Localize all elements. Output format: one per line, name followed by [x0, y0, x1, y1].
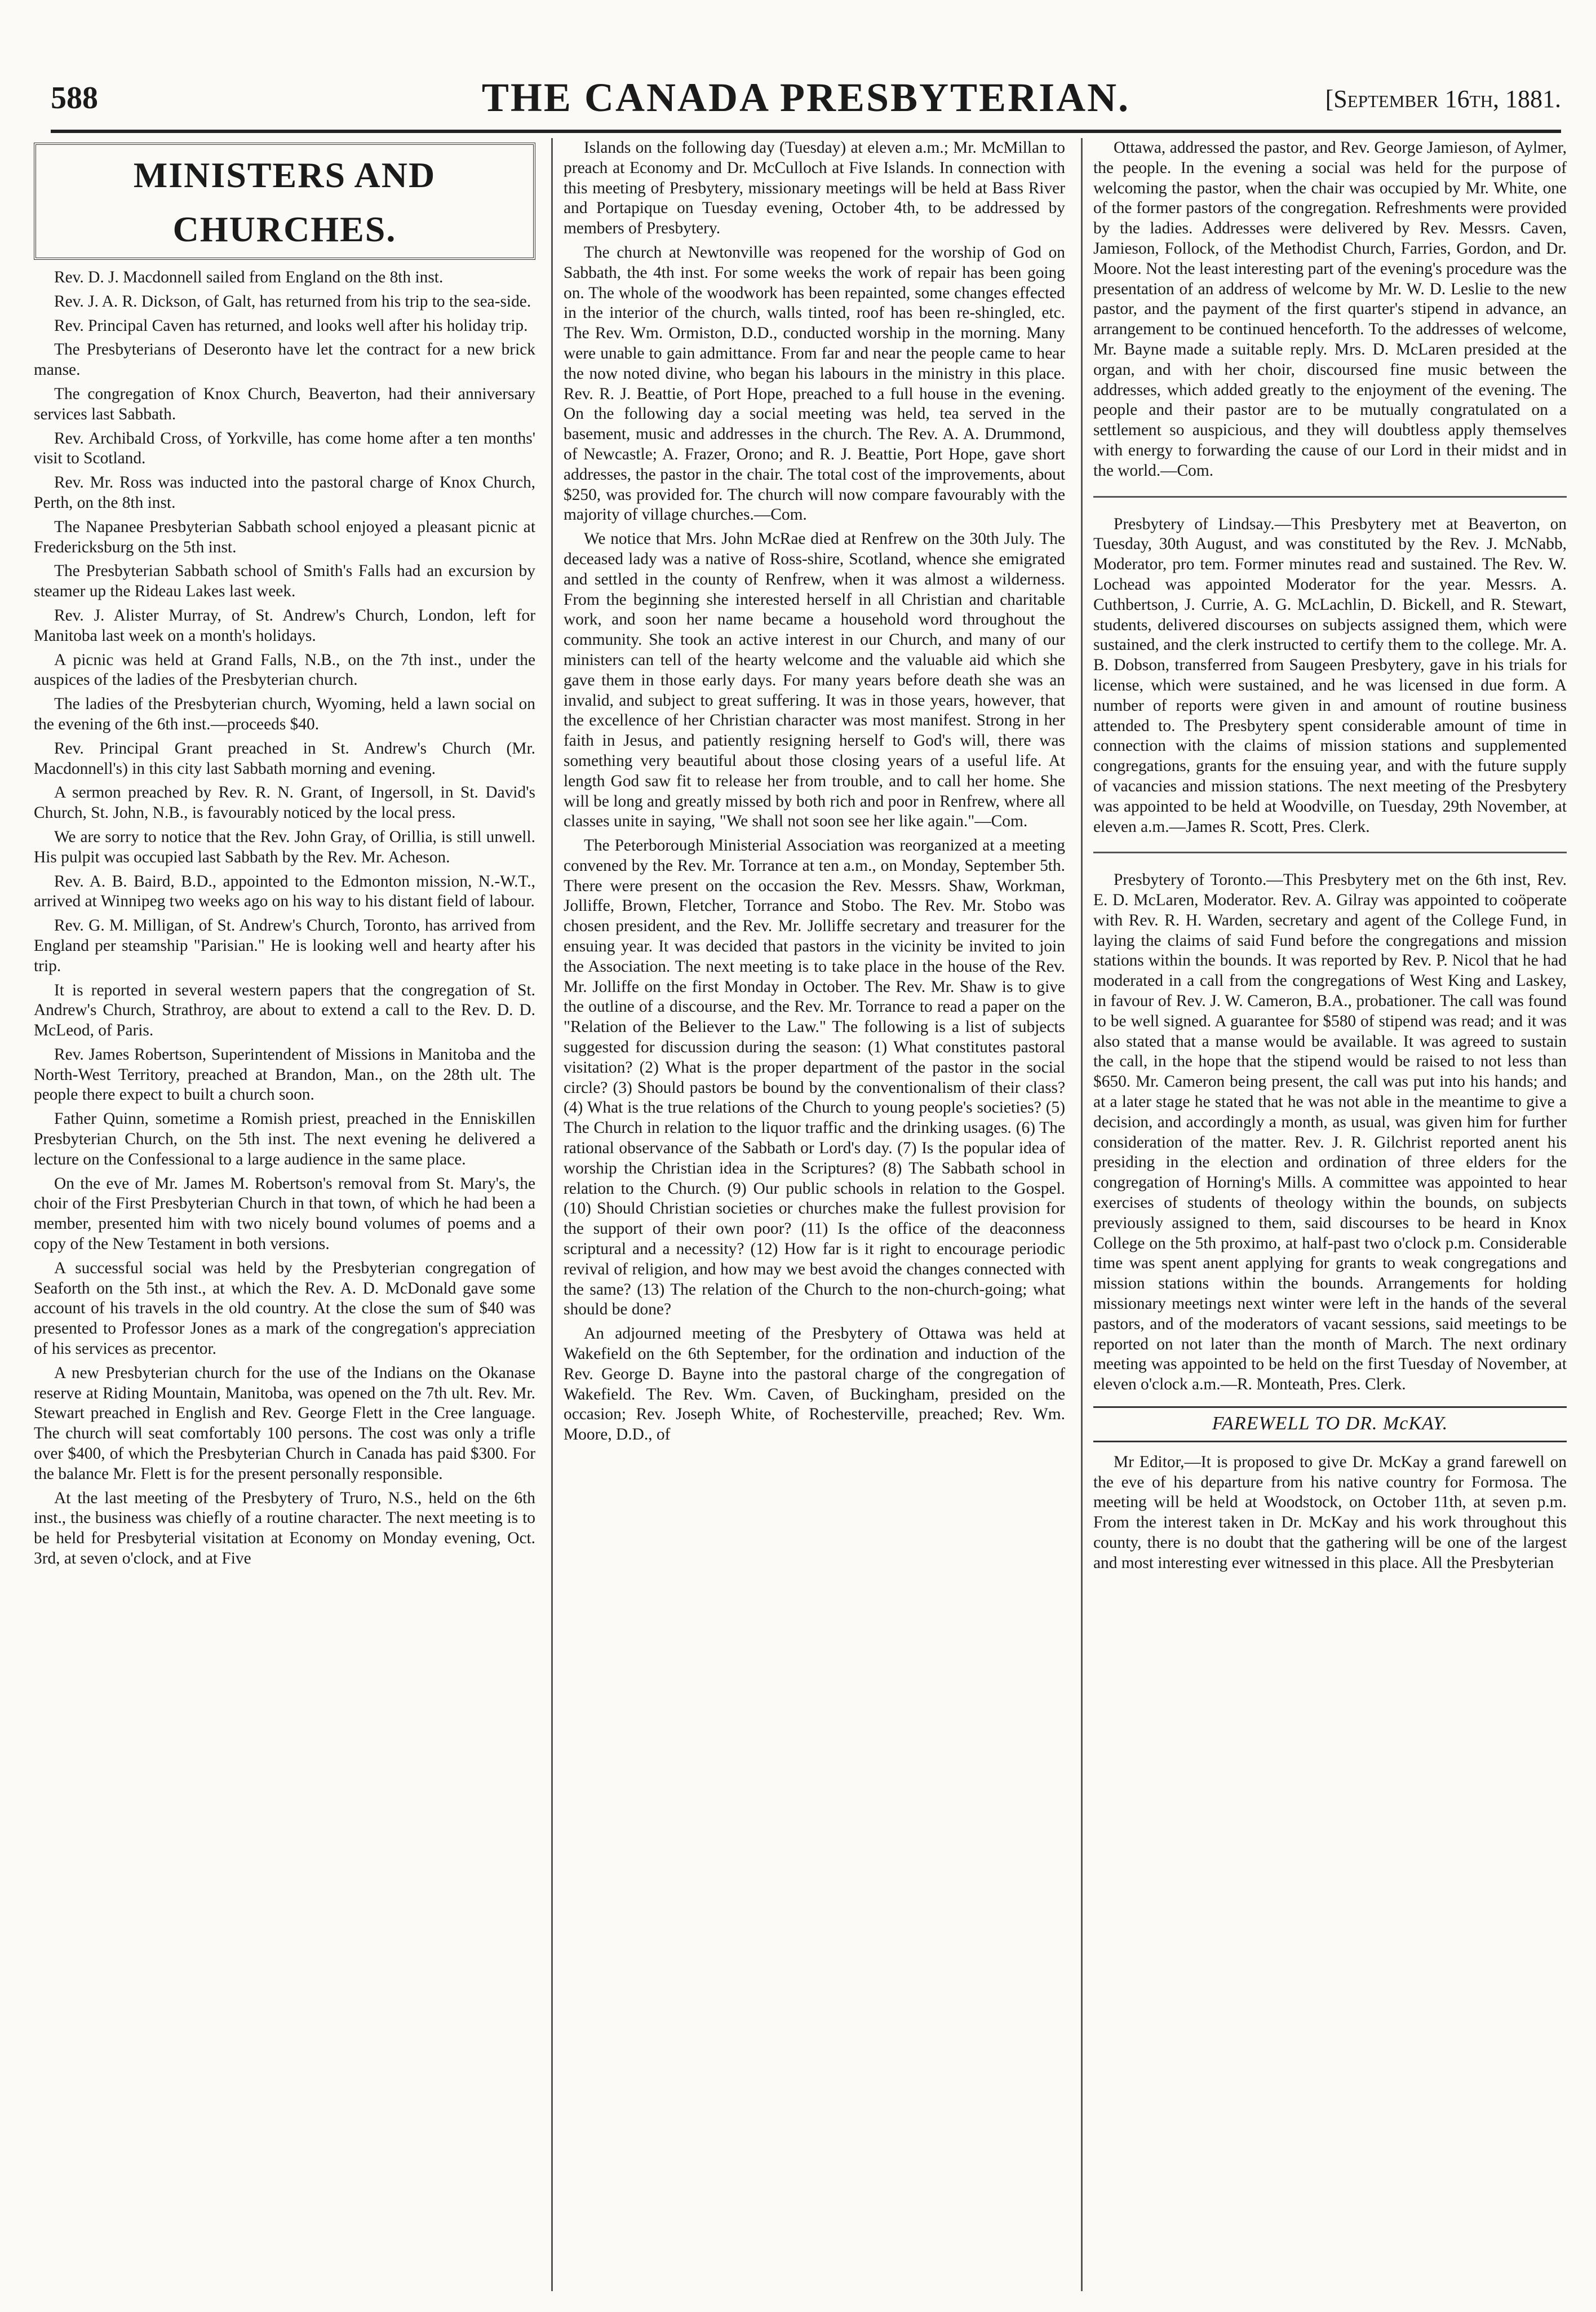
- paragraph: Rev. Mr. Ross was inducted into the pastoral charge of Knox Church, Perth, on the 8th inst.: [34, 473, 535, 512]
- paragraph: We are sorry to notice that the Rev. John Gray, of Orillia, is still unwell. His pulpit was occupied last Sabbath by the Rev. Mr. Acheson.: [34, 827, 535, 866]
- column-3-article-toronto: [1093, 870, 1567, 1395]
- paragraph: The Presbyterian Sabbath school of Smith's Falls had an excursion by steamer up the Rideau Lakes last week.: [34, 562, 535, 601]
- paragraph: The congregation of Knox Church, Beaverton, had their anniversary services last Sabbath.: [34, 384, 535, 423]
- paragraph: A sermon preached by Rev. R. N. Grant, of Ingersoll, in St. David's Church, St. John, N.B., is favourably noticed by the local press.: [34, 783, 535, 822]
- paragraph: Rev. Archibald Cross, of Yorkville, has come home after a ten months' visit to Scotland.: [34, 429, 535, 468]
- paragraph: Presbytery of Toronto.—This Presbytery met on the 6th inst, Rev. E. D. McLaren, Moderator. Rev. A. Gilray was appointed to coöperate with Rev. R. H. Warden, secretary and agent of the College Fund, in laying the claims of said Fund before the congregations and mission stations within the bounds. It was reported by Rev. P. Nicol that he had moderated in a call from the congregations of West King and Laskey, in favour of Rev. J. W. Cameron, B.A., probationer. The call was found to be well signed. A guarantee for $580 of stipend was read; and it was also stated that a manse would be available. It was agreed to sustain the call, in the hope that the stipend would be raised to not less than $650. Mr. Cameron being present, the call was put into his hands; and at a later stage he stated that he was not able in the meantime to give a decision, and accordingly a month, as usual, was given him for further consideration of the matter. Rev. J. R. Gilchrist reported anent his presiding in the election and ordination of three elders for the congregation of Horning's Mills. A committee was appointed to hear exercises of students of theology within the bounds, on subjects previously assigned to them, said discourses to be heard in Knox College on the 5th proximo, at half-past two o'clock p.m. Considerable time was spent anent applying for grants to weak congregations and mission stations within the bounds. Arrangements for holding missionary meetings next winter were left in the hands of the several pastors, and of the moderators of vacant sessions, said meetings to be reported on not later than the month of March. The next ordinary meeting was appointed to be held on the first Tuesday of November, at eleven o'clock a.m.—R. Monteath, Pres. Clerk.: [1093, 871, 1567, 1394]
- farewell-paragraph: Mr Editor,—It is proposed to give Dr. McKay a grand farewell on the eve of his departure from his native country for Formosa. The meeting will be held at Woodstock, on October 11th, at seven p.m. From the interest taken in Dr. McKay and his work throughout this county, there is no doubt that the gathering will be one of the largest and most interesting ever witnessed in this place. All the Presbyterian: [1093, 1452, 1567, 1572]
- paragraph: The Peterborough Ministerial Association was reorganized at a meeting convened by the Rev. Mr. Torrance at ten a.m., on Monday, September 5th. There were present on the occasion the Rev. Messrs. Shaw, Workman, Jolliffe, Brown, Fletcher, Torrance and Stobo. The Rev. Mr. Stobo was chosen president, and the Rev. Mr. Jolliffe secretary and treasurer for the ensuing year. It was decided that pastors in the vicinity be invited to join the Association. The next meeting is to take place in the house of the Rev. Mr. Jolliffe on the first Monday in October. The Rev. Mr. Shaw is to give the outline of a discourse, and the Rev. Mr. Torrance to read a paper on the "Relation of the Believer to the Law." The following is a list of subjects suggested for discussion during the season: (1) What constitutes pastoral visitation? (2) What is the proper department of the pastor in the social circle? (3) Should pastors be bound by the conventionalism of their class? (4) What is the true relations of the Church to young people's societies? (5) The Church in relation to the liquor traffic and the drinking usages. (6) The rational observance of the Sabbath or Lord's day. (7) Is the popular idea of worship the Christian idea in the Scriptures? (8) The Sabbath school in relation to the Church. (9) Our public schools in relation to the Gospel. (10) Should Christian societies or churches make the fullest provision for the support of their own poor? (11) Is the office of the deaconness scriptural and a necessity? (12) How far is it right to encourage periodic revival of religion, and how may we best avoid the changes connected with the same? (13) The relation of the Church to the non-church-going; what should be done?: [564, 836, 1065, 1319]
- farewell-heading: FAREWELL TO DR. McKAY.: [1093, 1406, 1567, 1442]
- issue-date: [September 16th, 1881.: [1325, 85, 1561, 113]
- paragraph: Presbytery of Lindsay.—This Presbytery met at Beaverton, on Tuesday, 30th August, and was constituted by the Rev. J. McNabb, Moderator, pro tem. Former minutes read and sustained. The Rev. W. Lochead was appointed Moderator for the year. Messrs. A. Cuthbertson, J. Currie, A. G. McLachlin, D. Bickell, and R. Stewart, students, delivered discourses on subjects assigned them, which were sustained, and the clerk instructed to certify them to the college. Mr. A. B. Dobson, transferred from Saugeen Presbytery, gave in his trials for license, which were sustained, and he was licensed in due form. A number of reports were given in and amount of routine business attended to. The Presbytery spent considerable amount of time in connection with the claims of mission stations and supplemented congregations, grants for the ensuing year, and with the future supply of vacancies and mission stations. The next meeting of the Presbytery was appointed to be held at Woodville, on Tuesday, 29th November, at eleven a.m.—James R. Scott, Pres. Clerk.: [1093, 515, 1567, 836]
- paragraph: Rev. A. B. Baird, B.D., appointed to the Edmonton mission, N.-W.T., arrived at Winnipeg two weeks ago on his way to his distant field of labour.: [34, 872, 535, 911]
- masthead-title: THE CANADA PRESBYTERIAN.: [481, 75, 1130, 120]
- paragraph: A picnic was held at Grand Falls, N.B., on the 7th inst., under the auspices of the ladies of the Presbyterian church.: [34, 650, 535, 689]
- paragraph: The Napanee Presbyterian Sabbath school enjoyed a pleasant picnic at Fredericksburg on the 5th inst.: [34, 517, 535, 556]
- article-separator: [1093, 852, 1567, 853]
- column-divider: [1081, 138, 1083, 2291]
- column-3-article-lindsay: [1093, 515, 1567, 838]
- paragraph: The church at Newtonville was reopened for the worship of God on Sabbath, the 4th inst. For some weeks the work of repair has been going on. The whole of the woodwork has been repainted, some changes effected in the interior of the church, walls tinted, roof has been re-shingled, etc. The Rev. Wm. Ormiston, D.D., conducted worship in the morning. Many were unable to gain admittance. From far and near the people came to hear the now noted divine, who began his labours in the ministry in this place. Rev. R. J. Beattie, of Port Hope, preached to a full house in the evening. On the following day a social meeting was held, tea served in the basement, music and addresses in the church. The Rev. A. A. Drummond, of Newcastle; A. Frazer, Orono; and R. J. Beattie, Port Hope, gave short addresses, the pastor in the chair. The total cost of the improvements, about $250, was provided for. The church will now compare favourably with the majority of village churches.—Com.: [564, 243, 1065, 524]
- column-1-body: [34, 268, 535, 1569]
- paragraph: A successful social was held by the Presbyterian congregation of Seaforth on the 5th inst., at which the Rev. A. D. McDonald gave some account of his travels in the old country. At the close the sum of $40 was presented to Professor Jones as a mark of the congregation's appreciation of his services as precentor.: [34, 1259, 535, 1358]
- paragraph: Islands on the following day (Tuesday) at eleven a.m.; Mr. McMillan to preach at Economy and Dr. McCulloch at Five Islands. In connection with this meeting of Presbytery, missionary meetings will be held at Bass River and Portapique on Tuesday evening, October 4th, to be addressed by members of Presbytery.: [564, 139, 1065, 238]
- paragraph: Rev. J. A. R. Dickson, of Galt, has returned from his trip to the sea-side.: [54, 292, 531, 311]
- section-title: MINISTERS AND CHURCHES.: [34, 143, 535, 260]
- article-separator: [1093, 496, 1567, 498]
- paragraph: We notice that Mrs. John McRae died at Renfrew on the 30th July. The deceased lady was a native of Ross-shire, Scotland, whence she emigrated and settled in the county of Renfrew, when it was almost a wilderness. From the beginning she interested herself in all Christian and charitable work, and soon her name became a household word throughout the community. She took an active interest in our Church, and many of our ministers can tell of the hearty welcome and the valuable aid which she gave them in those early days. For many years before death she was an invalid, and subject to great suffering. It was in those years, however, that the excellence of her Christian character was most manifest. Strong in her faith in Jesus, and patiently resigning herself to God's will, there was something very beautiful about those closing years of a useful life. At length God saw fit to release her from trouble, and to call her home. She will be long and greatly missed by both rich and poor in Renfrew, where all classes unite in saying, "We shall not soon see her like again."—Com.: [564, 530, 1065, 831]
- header-rule: [51, 130, 1561, 133]
- page-header: [51, 68, 1561, 130]
- paragraph: Father Quinn, sometime a Romish priest, preached in the Enniskillen Presbyterian Church, on the 5th inst. The next evening he delivered a lecture on the Confessional to a large audience in the same place.: [34, 1110, 535, 1168]
- paragraph: Rev. J. Alister Murray, of St. Andrew's Church, London, left for Manitoba last week on a month's holidays.: [34, 606, 535, 645]
- column-1: [34, 138, 535, 2291]
- column-3: [1093, 138, 1567, 2291]
- paragraph: Rev. D. J. Macdonnell sailed from England on the 8th inst.: [54, 268, 444, 286]
- column-2-body: [564, 138, 1065, 1445]
- paragraph: The ladies of the Presbyterian church, Wyoming, held a lawn social on the evening of the 6th inst.—proceeds $40.: [34, 695, 535, 733]
- paragraph: Rev. Principal Caven has returned, and looks well after his holiday trip.: [54, 316, 528, 335]
- paragraph: Ottawa, addressed the pastor, and Rev. George Jamieson, of Aylmer, the people. In the evening a social was held for the purpose of welcoming the pastor, when the chair was occupied by Mr. White, one of the former pastors of the congregation. Refreshments were provided by the ladies. Addresses were delivered by Rev. Messrs. Caven, Jamieson, Follock, of the Methodist Church, Farries, Gordon, and Dr. Moore. Not the least interesting part of the evening's procedure was the presentation of an address of welcome by Mr. W. D. Leslie to the new pastor, and the payment of the first quarter's stipend in advance, an arrangement to be continued henceforth. To the addresses of welcome, Mr. Bayne made a suitable reply. Mrs. D. McLaren presided at the organ, and with her choir, discoursed fine music between the addresses, which added greatly to the enjoyment of the evening. The people and their pastor are to be mutually congratulated on a settlement so auspicious, and they will doubtless apply themselves with energy to forwarding the cause of our Lord in their midst and in the world.—Com.: [1093, 139, 1567, 480]
- paragraph: On the eve of Mr. James M. Robertson's removal from St. Mary's, the choir of the First Presbyterian Church in that town, of which he had been a member, presented him with two nicely bound volumes of poems and a copy of the New Testament in both versions.: [34, 1174, 535, 1254]
- column-3-article-a: [1093, 138, 1567, 481]
- paragraph: It is reported in several western papers that the congregation of St. Andrew's Church, Strathroy, are about to extend a call to the Rev. D. D. McLeod, of Paris.: [34, 981, 535, 1040]
- paragraph: A new Presbyterian church for the use of the Indians on the Okanase reserve at Riding Mountain, Manitoba, was opened on the 7th ult. Rev. Mr. Stewart preached in English and Rev. George Flett in the Cree language. The church will seat comfortably 100 persons. The cost was only a trifle over $400, of which the Presbyterian Church in Canada has paid $300. For the balance Mr. Flett is for the present personally responsible.: [34, 1363, 535, 1483]
- paragraph: Rev. James Robertson, Superintendent of Missions in Manitoba and the North-West Territory, preached at Brandon, Man., on the 28th ult. The people there expect to built a church soon.: [34, 1045, 535, 1104]
- paragraph: The Presbyterians of Deseronto have let the contract for a new brick manse.: [34, 340, 535, 379]
- paragraph: Rev. Principal Grant preached in St. Andrew's Church (Mr. Macdonnell's) in this city last Sabbath morning and evening.: [34, 739, 535, 778]
- paragraph: At the last meeting of the Presbytery of Truro, N.S., held on the 6th inst., the business was chiefly of a routine character. The next meeting is to be held for Presbyterial visitation at Economy on Monday evening, Oct. 3rd, at seven o'clock, and at Five: [34, 1489, 535, 1568]
- column-divider: [551, 138, 553, 2291]
- column-2: [564, 138, 1065, 2291]
- paragraph: An adjourned meeting of the Presbytery of Ottawa was held at Wakefield on the 6th September, for the ordination and induction of the Rev. George D. Bayne into the pastoral charge of the congregation of Wakefield. The Rev. Wm. Caven, of Buckingham, presided on the occasion; Rev. Joseph White, of Rochesterville, preached; Rev. Wm. Moore, D.D., of: [564, 1325, 1065, 1444]
- page-number: 588: [51, 81, 98, 116]
- paragraph: Rev. G. M. Milligan, of St. Andrew's Church, Toronto, has arrived from England per steamship "Parisian." He is looking well and hearty after his trip.: [34, 916, 535, 975]
